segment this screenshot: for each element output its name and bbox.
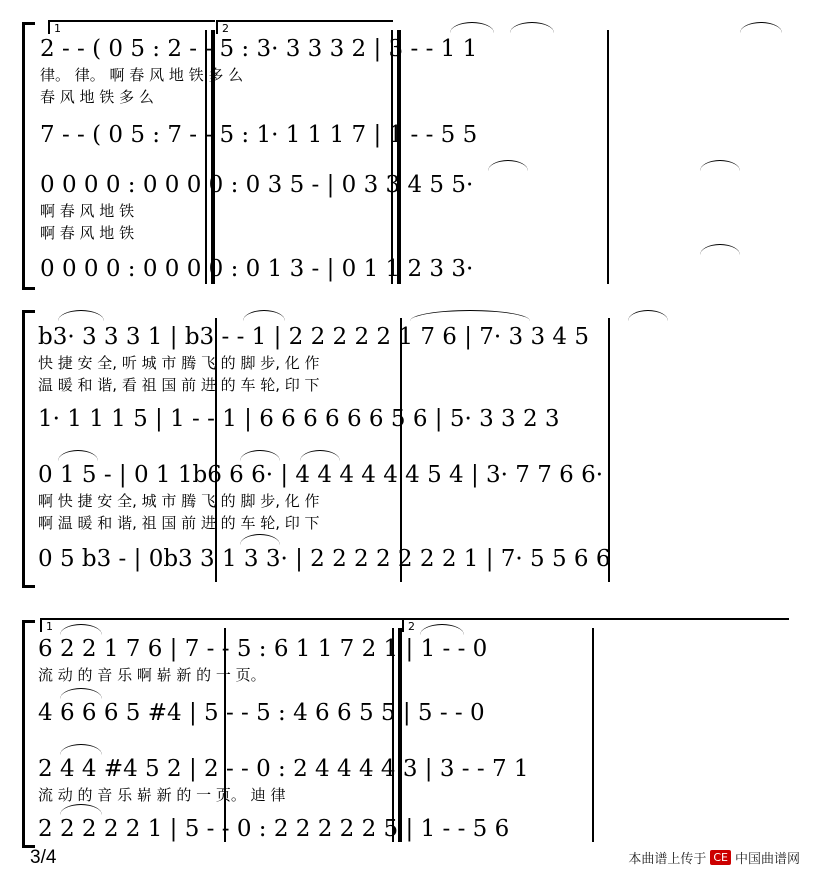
slur [510,22,554,33]
page-number: 3/4 [30,847,57,868]
credit-site: 中国曲谱网 [734,852,800,867]
slur [60,688,102,699]
notes-soprano-2: b3· 3 3 3 1 | b3 - - 1 | 2 2 2 2 2 1 7 6 | 7· 3 3 4 5 [38,324,589,350]
slur [450,22,494,33]
slur [243,310,285,321]
ending-label-2: 2 [222,22,229,35]
barline [391,30,393,284]
lyrics-soprano-1a: 律。 律。 啊 春 风 地 铁 多 么 [40,66,244,84]
ending-label-1: 1 [46,620,53,633]
notes-alto-1: 7 - - ( 0 5 : 7 - - 5 : 1· 1 1 1 7 | 1 - - 5 5 [40,122,478,148]
system-brace [22,620,35,848]
notes-bass-1: 0 0 0 0 : 0 0 0 0 : 0 1 3 - | 0 1 1 2 3 3· [40,256,474,282]
slur [628,310,668,321]
slur [740,22,782,33]
barline [400,318,402,582]
barline [592,628,594,842]
credit-footer [628,848,800,867]
barline-thick [397,30,401,284]
slur [60,744,102,755]
slur [410,310,530,321]
slur [700,160,740,171]
lyrics-soprano-1b: 春 风 地 铁 多 么 [40,88,154,106]
barline [607,30,609,284]
slur [488,160,528,171]
slur [58,310,104,321]
lyrics-soprano-2a: 快 捷 安 全, 听 城 市 腾 飞 的 脚 步, 化 作 [38,354,320,372]
lyrics-tenor-1a: 啊 春 风 地 铁 [40,202,135,220]
notes-alto-3: 4 6 6 6 5 #4 | 5 - - 5 : 4 6 6 5 5 | 5 - - 0 [38,700,485,726]
lyrics-soprano-3: 流 动 的 音 乐 啊 崭 新 的 一 页。 [38,666,266,684]
slur [60,804,102,815]
slur [300,450,340,461]
notes-alto-2: 1· 1 1 1 5 | 1 - - 1 | 6 6 6 6 6 6 5 6 | 5· 3 3 2 3 [38,406,560,432]
site-logo-icon: CE [710,850,731,865]
notes-bass-2: 0 5 b3 - | 0b3 3 1 3 3· | 2 2 2 2 2 2 2 1 | 7· 5 5 6 6 [38,546,611,572]
lyrics-tenor-3: 流 动 的 音 乐 崭 新 的 一 页。 迪 律 [38,786,286,804]
ending-label-1: 1 [54,22,61,35]
lyrics-tenor-2b: 啊 温 暖 和 谐, 祖 国 前 进 的 车 轮, 印 下 [38,514,320,532]
notes-tenor-3: 2 4 4 #4 5 2 | 2 - - 0 : 2 4 4 4 4 3 | 3 - - 7 1 [38,756,529,782]
notes-tenor-1: 0 0 0 0 : 0 0 0 0 : 0 3 5 - | 0 3 3 4 5 5· [40,172,474,198]
notes-soprano-1: 2 - - ( 0 5 : 2 - - 5 : 3· 3 3 3 2 | 3 - - 1 1 [40,36,478,62]
system-brace [22,310,35,588]
slur [240,534,280,545]
notes-tenor-2: 0 1 5 - | 0 1 1b6 6 6· | 4 4 4 4 4 4 5 4 | 3· 7 7 6 6· [38,462,604,488]
notes-bass-3: 2 2 2 2 2 1 | 5 - - 0 : 2 2 2 2 2 5 | 1 - - 5 6 [38,816,510,842]
credit-text: 本曲谱上传于 [628,852,707,867]
barline [608,318,610,582]
lyrics-tenor-1b: 啊 春 风 地 铁 [40,224,135,242]
lyrics-tenor-2a: 啊 快 捷 安 全, 城 市 腾 飞 的 脚 步, 化 作 [38,492,320,510]
ending-bracket-2 [216,20,393,34]
lyrics-soprano-2b: 温 暖 和 谐, 看 祖 国 前 进 的 车 轮, 印 下 [38,376,320,394]
ending-bracket-1 [48,20,215,34]
ending-label-2: 2 [408,620,415,633]
slur [700,244,740,255]
slur [240,450,280,461]
system-brace [22,22,35,290]
notes-soprano-3: 6 2 2 1 7 6 | 7 - - 5 : 6 1 1 7 2 1 | 1 - - 0 [38,636,488,662]
slur [58,450,98,461]
